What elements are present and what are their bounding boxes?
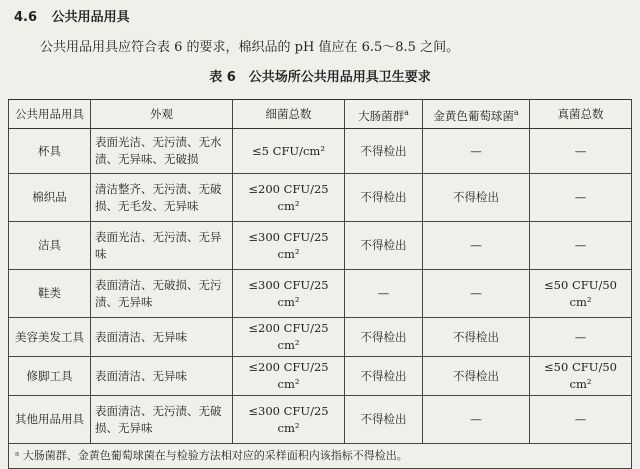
- cell-coliform: 不得检出: [345, 129, 423, 174]
- table-footnote: ᵃ 大肠菌群、金黄色葡萄球菌在与检验方法相对应的采样面积内该指标不得检出。: [9, 444, 632, 469]
- cell-staph: 不得检出: [423, 357, 530, 396]
- cell-staph: —: [423, 129, 530, 174]
- footnote-marker: a: [404, 107, 409, 117]
- cell-fungi: —: [530, 129, 632, 174]
- table-row: [9, 318, 632, 357]
- cell-appearance: 表面清洁、无异味: [91, 318, 233, 357]
- cell-coliform: —: [345, 270, 423, 318]
- cell-coliform: 不得检出: [345, 318, 423, 357]
- cell-appearance: 表面光洁、无污渍、无异味: [91, 222, 233, 270]
- header-item: 公共用品用具: [9, 100, 91, 129]
- cell-staph: —: [423, 222, 530, 270]
- cell-item: 洁具: [9, 222, 91, 270]
- cell-staph: —: [423, 396, 530, 444]
- hygiene-requirements-table: [8, 99, 632, 469]
- cell-coliform: 不得检出: [345, 174, 423, 222]
- header-staph-label: 金黄色葡萄球菌: [433, 108, 514, 123]
- cell-staph: 不得检出: [423, 318, 530, 357]
- cell-bacteria: ≤200 CFU/25 cm²: [233, 174, 345, 222]
- table-footnote-row: [9, 444, 632, 469]
- cell-fungi: ≤50 CFU/50 cm²: [530, 270, 632, 318]
- header-staph: [423, 100, 530, 129]
- table-row: [9, 129, 632, 174]
- table-row: [9, 174, 632, 222]
- cell-staph: —: [423, 270, 530, 318]
- table-row: [9, 396, 632, 444]
- cell-coliform: 不得检出: [345, 396, 423, 444]
- cell-fungi: ≤50 CFU/50 cm²: [530, 357, 632, 396]
- cell-bacteria: ≤200 CFU/25 cm²: [233, 318, 345, 357]
- table-row: [9, 357, 632, 396]
- section-number: 4.6: [14, 10, 38, 25]
- table-row: [9, 222, 632, 270]
- cell-staph: 不得检出: [423, 174, 530, 222]
- cell-coliform: 不得检出: [345, 357, 423, 396]
- cell-appearance: 表面清洁、无异味: [91, 357, 233, 396]
- header-coliform-label: 大肠菌群: [358, 108, 405, 123]
- cell-item: 杯具: [9, 129, 91, 174]
- header-bacteria: 细菌总数: [233, 100, 345, 129]
- cell-fungi: —: [530, 318, 632, 357]
- section-title: 公共用品用具: [51, 10, 130, 25]
- cell-appearance: 表面光洁、无污渍、无水渍、无异味、无破损: [91, 129, 233, 174]
- footnote-marker: a: [513, 107, 519, 117]
- header-appearance: 外观: [91, 100, 233, 129]
- cell-bacteria: ≤300 CFU/25 cm²: [233, 270, 345, 318]
- cell-appearance: 表面清洁、无污渍、无破损、无异味: [91, 396, 233, 444]
- header-coliform: [345, 100, 423, 129]
- cell-appearance: 清洁整齐、无污渍、无破损、无毛发、无异味: [91, 174, 233, 222]
- header-fungi: 真菌总数: [530, 100, 632, 129]
- cell-appearance: 表面清洁、无破损、无污渍、无异味: [91, 270, 233, 318]
- table-header-row: [9, 100, 632, 129]
- cell-bacteria: ≤200 CFU/25 cm²: [233, 357, 345, 396]
- cell-bacteria: ≤300 CFU/25 cm²: [233, 222, 345, 270]
- cell-item: 修脚工具: [9, 357, 91, 396]
- table-row: [9, 270, 632, 318]
- cell-item: 其他用品用具: [9, 396, 91, 444]
- cell-fungi: —: [530, 174, 632, 222]
- cell-item: 美容美发工具: [9, 318, 91, 357]
- cell-bacteria: ≤300 CFU/25 cm²: [233, 396, 345, 444]
- cell-fungi: —: [530, 222, 632, 270]
- requirement-paragraph: 公共用品用具应符合表 6 的要求，棉织品的 pH 值应在 6.5～8.5 之间。: [40, 40, 460, 55]
- cell-item: 鞋类: [9, 270, 91, 318]
- cell-bacteria: ≤5 CFU/cm²: [233, 129, 345, 174]
- cell-fungi: —: [530, 396, 632, 444]
- cell-coliform: 不得检出: [345, 222, 423, 270]
- cell-item: 棉织品: [9, 174, 91, 222]
- table-caption: 表 6 公共场所公共用品用具卫生要求: [209, 70, 431, 85]
- section-heading: [14, 6, 130, 25]
